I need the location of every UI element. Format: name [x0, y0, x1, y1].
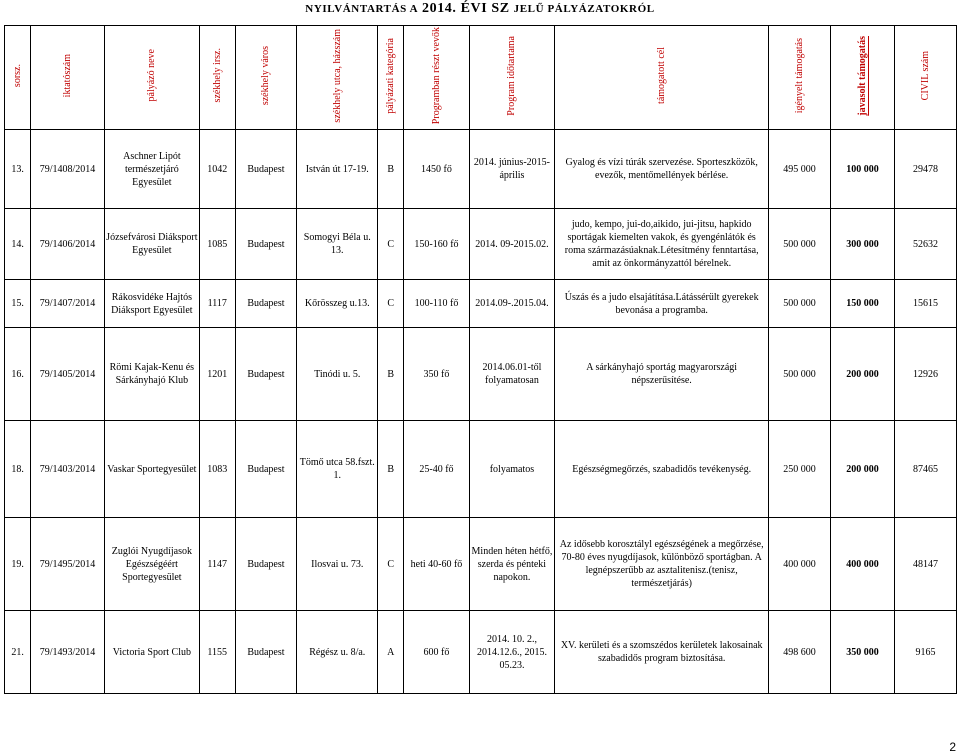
- cell-idotartam: 2014. június-2015-április: [469, 130, 555, 209]
- cell-varos: Budapest: [235, 130, 297, 209]
- cell-nev: Vaskar Sportegyesület: [104, 421, 199, 518]
- col-header-resztvevok: Programban részt vevők: [404, 26, 469, 130]
- cell-civil: 29478: [895, 130, 957, 209]
- cell-igenyelt: 250 000: [769, 421, 831, 518]
- cell-javasolt: 100 000: [830, 130, 894, 209]
- cell-idotartam: Minden héten hétfő, szerda és pénteki napokon.: [469, 518, 555, 611]
- cell-iktatoszam: 79/1408/2014: [31, 130, 105, 209]
- table-row: [5, 130, 957, 209]
- cell-irsz: 1085: [199, 209, 235, 280]
- cell-javasolt: 400 000: [830, 518, 894, 611]
- col-header-javasolt: javasolt támogatás: [830, 26, 894, 130]
- cell-resztvevok: 1450 fő: [404, 130, 469, 209]
- cell-igenyelt: 495 000: [769, 130, 831, 209]
- table-row: [5, 280, 957, 328]
- cell-sorsz: 19.: [5, 518, 31, 611]
- header-row: [5, 26, 957, 130]
- cell-igenyelt: 500 000: [769, 209, 831, 280]
- title-part-2: 2014. ÉVI SZ: [422, 1, 510, 16]
- cell-utca: Tinódi u. 5.: [297, 328, 378, 421]
- cell-kategoria: B: [378, 421, 404, 518]
- cell-javasolt: 200 000: [830, 328, 894, 421]
- col-header-irsz: székhely irsz.: [199, 26, 235, 130]
- cell-javasolt: 200 000: [830, 421, 894, 518]
- cell-varos: Budapest: [235, 209, 297, 280]
- cell-iktatoszam: 79/1407/2014: [31, 280, 105, 328]
- table-row: [5, 421, 957, 518]
- cell-igenyelt: 500 000: [769, 280, 831, 328]
- table-row: [5, 518, 957, 611]
- cell-cel: Az idősebb korosztályl egészségének a megőrzése, 70-80 éves nyugdíjasok, különböző sportágban. A legnépszerűbb az asztalitenisz.(tenisz, természetjárás): [555, 518, 769, 611]
- cell-nev: Aschner Lipót természetjáró Egyesület: [104, 130, 199, 209]
- cell-irsz: 1155: [199, 611, 235, 694]
- cell-irsz: 1201: [199, 328, 235, 421]
- cell-civil: 12926: [895, 328, 957, 421]
- col-header-utca: székhely utca, házszám: [297, 26, 378, 130]
- cell-resztvevok: heti 40-60 fő: [404, 518, 469, 611]
- cell-irsz: 1147: [199, 518, 235, 611]
- col-header-varos: székhely város: [235, 26, 297, 130]
- cell-iktatoszam: 79/1405/2014: [31, 328, 105, 421]
- cell-javasolt: 150 000: [830, 280, 894, 328]
- cell-varos: Budapest: [235, 611, 297, 694]
- cell-igenyelt: 400 000: [769, 518, 831, 611]
- col-header-igenyelt: igényelt támogatás: [769, 26, 831, 130]
- col-header-tamogatott-cel: támogatott cél: [555, 26, 769, 130]
- col-header-sorsz: sorsz.: [5, 26, 31, 130]
- cell-irsz: 1117: [199, 280, 235, 328]
- grant-register-table: [4, 25, 957, 694]
- cell-sorsz: 14.: [5, 209, 31, 280]
- cell-utca: Kőrösszeg u.13.: [297, 280, 378, 328]
- table-row: [5, 209, 957, 280]
- cell-iktatoszam: 79/1493/2014: [31, 611, 105, 694]
- col-header-iktatoszam: iktatószám: [31, 26, 105, 130]
- cell-civil: 9165: [895, 611, 957, 694]
- cell-irsz: 1042: [199, 130, 235, 209]
- page-number: 2: [949, 740, 956, 754]
- cell-civil: 87465: [895, 421, 957, 518]
- cell-idotartam: folyamatos: [469, 421, 555, 518]
- col-header-palyazo-neve: pályázó neve: [104, 26, 199, 130]
- cell-utca: Régész u. 8/a.: [297, 611, 378, 694]
- cell-kategoria: B: [378, 130, 404, 209]
- cell-nev: Józsefvárosi Diáksport Egyesület: [104, 209, 199, 280]
- table-row: [5, 328, 957, 421]
- cell-igenyelt: 498 600: [769, 611, 831, 694]
- col-header-kategoria: pályázati kategória: [378, 26, 404, 130]
- cell-iktatoszam: 79/1495/2014: [31, 518, 105, 611]
- cell-resztvevok: 25-40 fő: [404, 421, 469, 518]
- cell-varos: Budapest: [235, 280, 297, 328]
- cell-civil: 15615: [895, 280, 957, 328]
- table-row: [5, 611, 957, 694]
- cell-iktatoszam: 79/1406/2014: [31, 209, 105, 280]
- cell-varos: Budapest: [235, 421, 297, 518]
- cell-cel: XV. kerületi és a szomszédos kerületek lakosainak szabadidős program biztosítása.: [555, 611, 769, 694]
- document-title: [0, 0, 960, 17]
- cell-cel: judo, kempo, jui-do,aikido, jui-jitsu, hapkido sportágak kiemelten vakok, és gyengénlátók és roma származásúaknak.Létesítmény fenntartása, amit az önkormányzattól bérelnek.: [555, 209, 769, 280]
- cell-cel: Úszás és a judo elsajátítása.Látássérült gyerekek bevonása a programba.: [555, 280, 769, 328]
- cell-resztvevok: 150-160 fő: [404, 209, 469, 280]
- col-header-idotartam: Program időtartama: [469, 26, 555, 130]
- cell-resztvevok: 350 fő: [404, 328, 469, 421]
- cell-idotartam: 2014. 10. 2., 2014.12.6., 2015. 05.23.: [469, 611, 555, 694]
- cell-varos: Budapest: [235, 518, 297, 611]
- cell-nev: Victoria Sport Club: [104, 611, 199, 694]
- cell-utca: Somogyi Béla u. 13.: [297, 209, 378, 280]
- cell-igenyelt: 500 000: [769, 328, 831, 421]
- cell-civil: 48147: [895, 518, 957, 611]
- cell-varos: Budapest: [235, 328, 297, 421]
- title-part-3: JELŰ PÁLYÁZATOKRÓL: [513, 3, 655, 15]
- cell-kategoria: A: [378, 611, 404, 694]
- cell-javasolt: 350 000: [830, 611, 894, 694]
- cell-kategoria: C: [378, 209, 404, 280]
- cell-sorsz: 18.: [5, 421, 31, 518]
- cell-sorsz: 21.: [5, 611, 31, 694]
- cell-idotartam: 2014. 09-2015.02.: [469, 209, 555, 280]
- cell-civil: 52632: [895, 209, 957, 280]
- col-header-civil: CIVIL szám: [895, 26, 957, 130]
- cell-resztvevok: 600 fő: [404, 611, 469, 694]
- cell-kategoria: B: [378, 328, 404, 421]
- cell-kategoria: C: [378, 518, 404, 611]
- cell-idotartam: 2014.09-.2015.04.: [469, 280, 555, 328]
- cell-idotartam: 2014.06.01-től folyamatosan: [469, 328, 555, 421]
- cell-nev: Römi Kajak-Kenu és Sárkányhajó Klub: [104, 328, 199, 421]
- cell-utca: István út 17-19.: [297, 130, 378, 209]
- cell-nev: Rákosvidéke Hajtós Diáksport Egyesület: [104, 280, 199, 328]
- cell-utca: Tömő utca 58.fszt. 1.: [297, 421, 378, 518]
- cell-resztvevok: 100-110 fő: [404, 280, 469, 328]
- cell-cel: Gyalog és vízi túrák szervezése. Sporteszközök, evezők, mentőmellények bérlése.: [555, 130, 769, 209]
- cell-sorsz: 13.: [5, 130, 31, 209]
- cell-iktatoszam: 79/1403/2014: [31, 421, 105, 518]
- cell-sorsz: 15.: [5, 280, 31, 328]
- cell-kategoria: C: [378, 280, 404, 328]
- cell-javasolt: 300 000: [830, 209, 894, 280]
- cell-utca: Ilosvai u. 73.: [297, 518, 378, 611]
- cell-sorsz: 16.: [5, 328, 31, 421]
- cell-nev: Zuglói Nyugdíjasok Egészségéért Sportegyesület: [104, 518, 199, 611]
- title-part-1: NYILVÁNTARTÁS A: [305, 3, 419, 15]
- cell-irsz: 1083: [199, 421, 235, 518]
- cell-cel: Egészségmegőrzés, szabadidős tevékenység.: [555, 421, 769, 518]
- cell-cel: A sárkányhajó sportág magyarországi népszerűsítése.: [555, 328, 769, 421]
